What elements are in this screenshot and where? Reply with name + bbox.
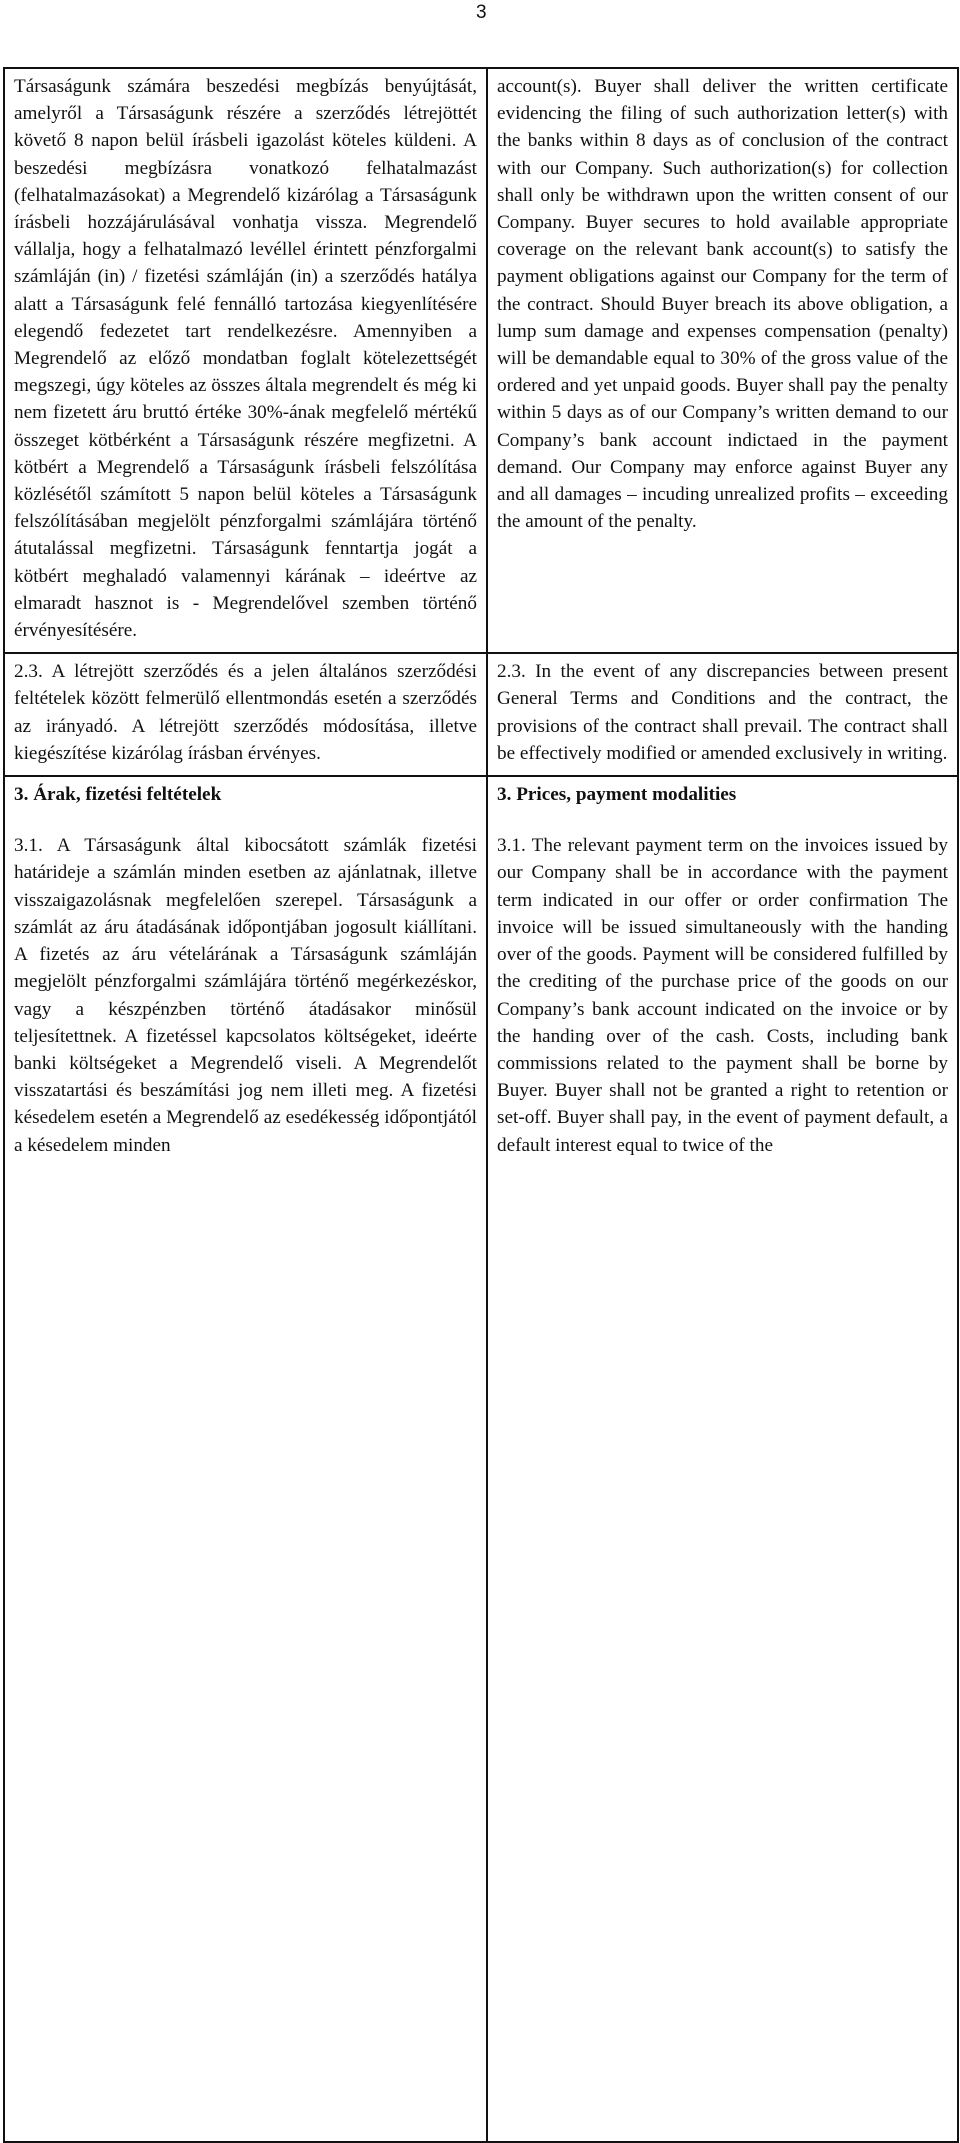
table-row — [4, 653, 958, 776]
table-row — [4, 776, 958, 2142]
hungarian-cell — [4, 776, 487, 2142]
table-row — [4, 68, 958, 653]
section-heading-hu: 3. Árak, fizetési feltételek — [14, 784, 222, 806]
paragraph-hu: 2.3. A létrejött szerződés és a jelen általános szerződési feltételek között felmerülő ellentmondás esetén a szerződés az irányadó. A létrejött szerződés módosítása, illetve kiegészítése kizárólag írásban érvényes. — [14, 661, 477, 764]
paragraph-hu: 3.1. A Társaságunk által kibocsátott számlák fizetési határideje a számlán minden esetben az ajánlatnak, illetve visszaigazolásnak megfelelően szerepel. Társaságunk a számlát az áru átadásának időpontjában jogosult kiállítani. A fizetés az áru vételárának a Társaságunk számláján megjelölt pénzforgalmi számlájára történő megérkezéskor, vagy a készpénzben történő átadásakor minősül teljesítettnek. A fizetéssel kapcsolatos költségeket, ideérte banki költségeket a Megrendelő viseli. A Megrendelőt visszatartási és beszámítási jog nem illeti meg. A fizetési késedelem esetén a Megrendelő az esedékesség időpontjától a késedelem minden — [14, 835, 477, 1156]
english-cell — [487, 776, 958, 2142]
paragraph-en: 2.3. In the event of any discrepancies between present General Terms and Conditions and the contract, the provisions of the contract shall prevail. The contract shall be effectively modified or amended exclusively in writing. — [497, 661, 948, 764]
english-cell — [487, 653, 958, 776]
paragraph-en: 3.1. The relevant payment term on the invoices issued by our Company shall be in accordance with the payment term indicated in our offer or order confirmation The invoice will be issued simultaneously with the handing over of the goods. Payment will be considered fulfilled by the crediting of the purchase price of the goods on our Company’s bank account indicated on the invoice or by the handing over of the cash. Costs, including bank commissions related to the payment shall be borne by Buyer. Buyer shall not be granted a right to retention or set-off. Buyer shall pay, in the event of payment default, a default interest equal to twice of the — [497, 835, 948, 1156]
english-cell — [487, 68, 958, 653]
section-heading-en: 3. Prices, payment modalities — [497, 784, 737, 806]
page-number: 3 — [476, 2, 487, 23]
bilingual-terms-table — [3, 67, 959, 2143]
hungarian-cell — [4, 653, 487, 776]
hungarian-cell — [4, 68, 487, 653]
paragraph-hu: Társaságunk számára beszedési megbízás benyújtását, amelyről a Társaságunk részére a szerződés létrejöttét követő 8 napon belül írásbeli igazolást köteles küldeni. A beszedési megbízásra vonatkozó felhatalmazást (felhatalmazásokat) a Megrendelő kizárólag a Társaságunk írásbeli hozzájárulásával vonhatja vissza. Megrendelő vállalja, hogy a felhatalmazó levéllel érintett pénzforgalmi számláján (in) / fizetési számláján (in) a szerződés hatálya alatt a Társaságunk felé fennálló tartozása kiegyenlítésére elegendő fedezetet tart rendelkezésre. Amennyiben a Megrendelő az előző mondatban foglalt kötelezettségét megszegi, úgy köteles az összes általa megrendelt és még ki nem fizetett áru bruttó értéke 30%-ának megfelelő mértékű összeget kötbérként a Társaságunk részére megfizetni. A kötbért a Megrendelő a Társaságunk írásbeli felszólítása közlésétől számított 5 napon belül köteles a Társaságunk felszólításában megjelölt pénzforgalmi számlájára történő átutalással megfizetni. Társaságunk fenntartja jogát a kötbért meghaladó valamennyi kárának – ideértve az elmaradt hasznot is - Megrendelővel szemben történő érvényesítésére. — [14, 76, 477, 642]
paragraph-en: account(s). Buyer shall deliver the written certificate evidencing the filing of such authorization letter(s) with the banks within 8 days as of conclusion of the contract with our Company. Such authorization(s) for collection shall only be withdrawn upon the written consent of our Company. Buyer secures to hold available appropriate coverage on the relevant bank account(s) to satisfy the payment obligations against our Company for the term of the contract. Should Buyer breach its above obligation, a lump sum damage and expenses compensation (penalty) will be demandable equal to 30% of the gross value of the ordered and yet unpaid goods. Buyer shall pay the penalty within 5 days as of our Company’s written demand to our Company’s bank account indictaed in the payment demand. Our Company may enforce against Buyer any and all damages – incuding unrealized profits – exceeding the amount of the penalty. — [497, 76, 948, 533]
